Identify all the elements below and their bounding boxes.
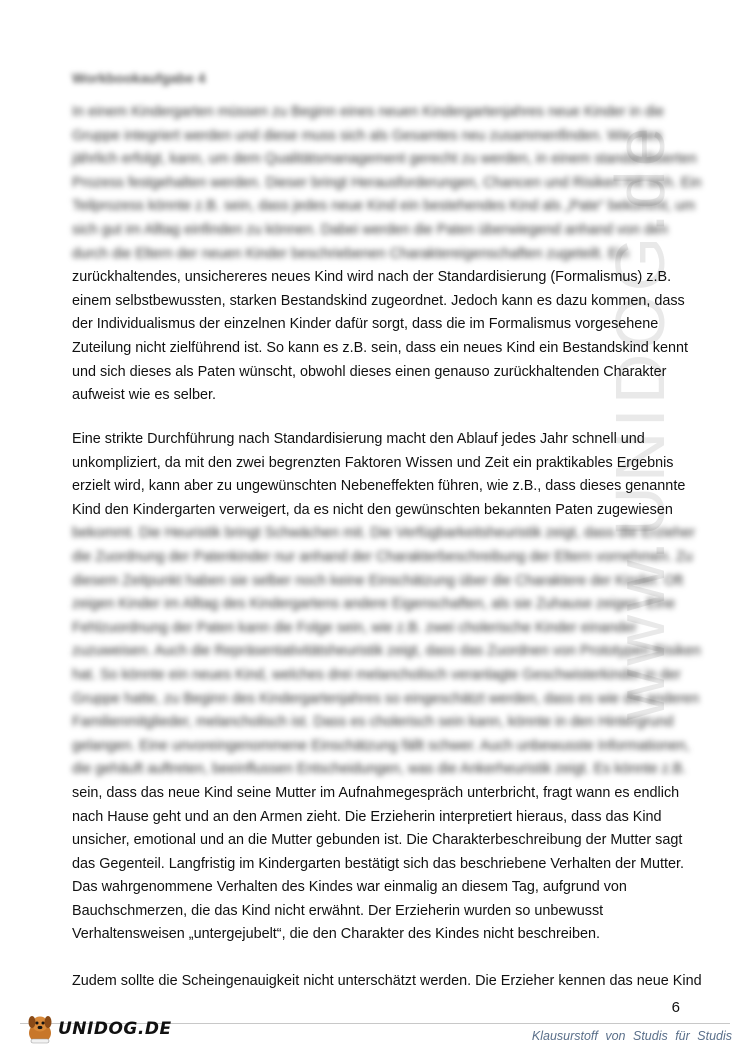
text-line: zuzuweisen. Auch die Repräsentativitätsheuristik zeigt, dass das Zuordnen von Prototypen Risiken: [72, 643, 701, 660]
text-line: zeigen Kinder im Alltag des Kindergartens andere Eigenschaften, als sie Zuhause zeigen. Eine: [72, 596, 676, 613]
paragraph-1: [72, 101, 702, 408]
text-line: Gruppe integriert werden und diese muss sich als Gesamtes neu zusammenfinden. Wie dies: [72, 127, 663, 144]
text-line: jährlich erfolgt, kann, um dem Qualitätsmanagement gerecht zu werden, in einem standardisierten: [72, 151, 697, 168]
text-line: Zuteilung nicht zielführend ist. So kann es z.B. sein, dass ein neues Kind ein Bestandskind kennt: [72, 339, 688, 356]
paragraph-2: [72, 428, 701, 947]
text-line: Fehlzuordnung der Paten kann die Folge sein, wie z.B. zwei cholerische Kinder einander: [72, 619, 637, 636]
text-line: das Gegenteil. Langfristig im Kindergarten bestätigt sich das beschriebene Verhalten der Mutter.: [72, 855, 684, 872]
text-line: die Zuordnung der Patenkinder nur anhand der Charakterbeschreibung der Eltern vornehmen. Zu: [72, 548, 693, 565]
page-number: 6: [671, 999, 680, 1016]
text-line: Bauchschmerzen, die das Kind nicht erwähnt. Der Erzieherin wurden so unbewusst: [72, 902, 604, 919]
text-line: einem selbstbewussten, starken Bestandskind zugeordnet. Jedoch kann es dazu kommen, dass: [72, 292, 685, 309]
logo-text: UNIDOG.DE: [58, 1019, 172, 1039]
text-line: unsicher, emotional und an die Mutter gebunden ist. Die Charakterbeschreibung der Mutter sagt: [72, 832, 683, 849]
text-line: der Individualismus der einzelnen Kinder dafür sorgt, dass die im Formalismus vorgesehene: [72, 316, 659, 333]
text-line: durch die Eltern der neuen Kinder beschriebenen Charaktereigenschaften zugeteilt. Ein: [72, 245, 629, 262]
text-line: zurückhaltendes, unsichereres neues Kind wird nach der Standardisierung (Formalismus) z.B.: [72, 269, 672, 286]
text-line: bekommt. Die Heuristik bringt Schwächen mit. Die Verfügbarkeitsheuristik zeigt, dass die Erzieher: [72, 525, 696, 542]
text-line: Prozess festgehalten werden. Dieser bringt Herausforderungen, Chancen und Risiken mit sich. Ein: [72, 174, 702, 191]
paragraph-3: [72, 970, 702, 994]
text-line: Eine strikte Durchführung nach Standardisierung macht den Ablauf jedes Jahr schnell und: [72, 431, 645, 447]
text-line: Gruppe hatte, zu Beginn des Kindergartenjahres so eingeschätzt werden, dass es wie die anderen: [72, 690, 700, 707]
text-line: Kind den Kindergarten verweigert, da es nicht den gewünschten bekannten Paten zugewiesen: [72, 501, 673, 518]
text-line: gelangen. Eine unvoreingenommene Einschätzung fällt schwer. Auch unbewusste Informationen,: [72, 737, 690, 754]
text-line: In einem Kindergarten müssen zu Beginn eines neuen Kindergartenjahres neue Kinder in die: [72, 104, 665, 120]
text-line: sein, dass das neue Kind seine Mutter im Aufnahmegespräch unterbricht, fragt wann es endlich: [72, 784, 680, 801]
text-line: diesem Zeitpunkt haben sie selber noch keine Einschätzung über die Charaktere der Kinder. Oft: [72, 572, 684, 589]
unidog-logo[interactable]: [25, 1013, 172, 1045]
section-heading: Workbookaufgabe 4: [72, 70, 206, 86]
text-line: Teilprozess könnte z.B. sein, dass jedes neue Kind ein bestehendes Kind als „Pate“ bekommt, um: [72, 198, 696, 215]
text-line: aufweist wie es selber.: [72, 387, 216, 404]
text-line: Das wahrgenommene Verhalten des Kindes war einmalig an diesem Tag, aufgrund von: [72, 879, 627, 896]
text-line: Verhaltensweisen „untergejubelt“, die den Charakter des Kindes nicht beschreiben.: [72, 926, 600, 943]
text-line: Familienmitglieder, melancholisch ist. Dass es cholerisch sein kann, könnte in den Hintergrund: [72, 714, 674, 731]
text-line: unkompliziert, da mit den zwei begrenzten Faktoren Wissen und Zeit ein praktikables Ergebnis: [72, 454, 674, 471]
dog-icon: [25, 1013, 55, 1045]
text-line: erzielt wird, kann aber zu ungewünschten Nebeneffekten führen, wie z.B., dass dieses genannte: [72, 478, 686, 495]
text-line: nach Hause geht und an den Armen zieht. Die Erzieherin interpretiert hieraus, dass das Kind: [72, 808, 662, 825]
text-line: und sich dieses als Paten wünscht, obwohl dieses einen genauso zurückhaltenden Charakter: [72, 363, 667, 380]
footer-tagline: Klausurstoff von Studis für Studis: [531, 1029, 732, 1043]
text-line: sich gut im Alltag einfinden zu können. Dabei werden die Paten überwiegend anhand von den: [72, 221, 669, 238]
watermark: www.UNIDOG.de: [601, 123, 679, 720]
text-line: hat. So könnte ein neues Kind, welches drei melancholisch veranlagte Geschwisterkinder in der: [72, 666, 681, 683]
text-line: die gehäuft auftreten, beeinflussen Entscheidungen, was die Ankerheuristik zeigt. Es könnte z.B.: [72, 761, 687, 778]
text-line: Zudem sollte die Scheingenauigkeit nicht unterschätzt werden. Die Erzieher kennen das neue Kind: [72, 973, 702, 989]
